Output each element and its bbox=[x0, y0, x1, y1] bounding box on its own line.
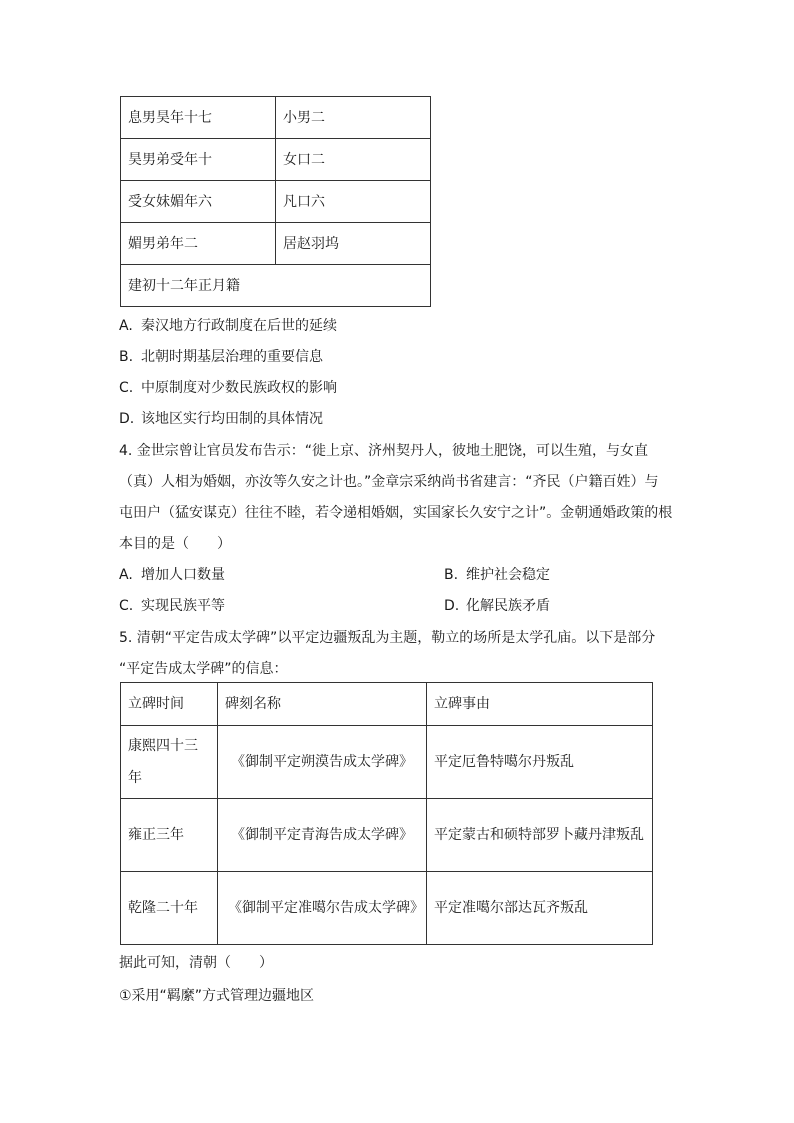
option-text: 实现民族平等 bbox=[141, 598, 225, 614]
q3-option-b bbox=[119, 346, 323, 366]
option-text: 化解民族矛盾 bbox=[466, 598, 550, 614]
table-cell: 《御制平定青海告成太学碑》 bbox=[218, 799, 427, 872]
table-cell: 息男昊年十七 bbox=[121, 97, 276, 139]
table-cell: 平定厄鲁特噶尔丹叛乱 bbox=[427, 726, 653, 799]
q4-option-a bbox=[119, 564, 225, 584]
table-footer-cell: 建初十二年正月籍 bbox=[121, 265, 431, 307]
q4-stem-line: （真）人相为婚姻，亦汝等久安之计也。”金章宗采纳尚书省建言：“齐民（户籍百姓）与 bbox=[119, 474, 659, 490]
q3-option-d bbox=[119, 408, 323, 428]
table-header-cell: 碑刻名称 bbox=[218, 683, 427, 726]
q4-option-c bbox=[119, 595, 225, 615]
option-label: B. bbox=[119, 349, 134, 365]
option-text: 北朝时期基层治理的重要信息 bbox=[141, 349, 323, 365]
table-row bbox=[121, 265, 431, 307]
table-cell: 小男二 bbox=[276, 97, 431, 139]
q5-stem-line: “平定告成太学碑”的信息： bbox=[119, 661, 288, 677]
table-row bbox=[121, 223, 431, 265]
table-cell: 《御制平定朔漠告成太学碑》 bbox=[218, 726, 427, 799]
table-cell: 受女妹媚年六 bbox=[121, 181, 276, 223]
option-label: B. bbox=[444, 567, 459, 583]
table-cell: 平定准噶尔部达瓦齐叛乱 bbox=[427, 872, 653, 945]
table-row bbox=[121, 726, 653, 799]
household-register-table bbox=[120, 96, 431, 307]
table-cell: 平定蒙古和硕特部罗卜藏丹津叛乱 bbox=[427, 799, 653, 872]
table-cell: 居赵羽坞 bbox=[276, 223, 431, 265]
option-label: C. bbox=[119, 380, 134, 396]
option-label: A. bbox=[119, 567, 133, 583]
option-label: A. bbox=[119, 318, 133, 334]
q5-question-line: 据此可知，清朝（ ） bbox=[119, 955, 273, 971]
table-row bbox=[121, 139, 431, 181]
q4-option-b bbox=[444, 564, 550, 584]
q4-option-d bbox=[444, 595, 550, 615]
table-row bbox=[121, 181, 431, 223]
table-cell: 康熙四十三年 bbox=[121, 726, 218, 799]
table-header-row bbox=[121, 683, 653, 726]
table-row bbox=[121, 872, 653, 945]
table-cell: 雍正三年 bbox=[121, 799, 218, 872]
option-label: D. bbox=[119, 411, 135, 427]
q3-option-c bbox=[119, 377, 337, 397]
table-cell: 女口二 bbox=[276, 139, 431, 181]
q4-stem-line: 屯田户（猛安谋克）往往不睦，若令递相婚姻，实国家长久安宁之计”。金朝通婚政策的根 bbox=[119, 505, 673, 521]
stele-info-table bbox=[120, 682, 653, 945]
table-cell: 昊男弟受年十 bbox=[121, 139, 276, 181]
q3-option-a bbox=[119, 315, 337, 335]
q5-item-1: ①采用“羁縻”方式管理边疆地区 bbox=[119, 988, 315, 1004]
table-cell: 媚男弟年二 bbox=[121, 223, 276, 265]
option-text: 秦汉地方行政制度在后世的延续 bbox=[141, 318, 337, 334]
table-header-cell: 立碑时间 bbox=[121, 683, 218, 726]
q4-stem-line: 本目的是（ ） bbox=[119, 536, 231, 552]
q5-stem-line: 5. 清朝“平定告成太学碑”以平定边疆叛乱为主题，勒立的场所是太学孔庙。以下是部分 bbox=[119, 630, 656, 646]
option-label: C. bbox=[119, 598, 134, 614]
option-text: 增加人口数量 bbox=[141, 567, 225, 583]
table-header-cell: 立碑事由 bbox=[427, 683, 653, 726]
table-cell: 凡口六 bbox=[276, 181, 431, 223]
option-text: 中原制度对少数民族政权的影响 bbox=[141, 380, 337, 396]
table-cell: 《御制平定准噶尔告成太学碑》 bbox=[218, 872, 427, 945]
option-text: 该地区实行均田制的具体情况 bbox=[141, 411, 323, 427]
option-label: D. bbox=[444, 598, 460, 614]
option-text: 维护社会稳定 bbox=[466, 567, 550, 583]
q4-stem-line: 4. 金世宗曾让官员发布告示：“徙上京、济州契丹人，彼地土肥饶，可以生殖，与女直 bbox=[119, 443, 649, 459]
table-row bbox=[121, 97, 431, 139]
table-row bbox=[121, 799, 653, 872]
table-cell: 乾隆二十年 bbox=[121, 872, 218, 945]
